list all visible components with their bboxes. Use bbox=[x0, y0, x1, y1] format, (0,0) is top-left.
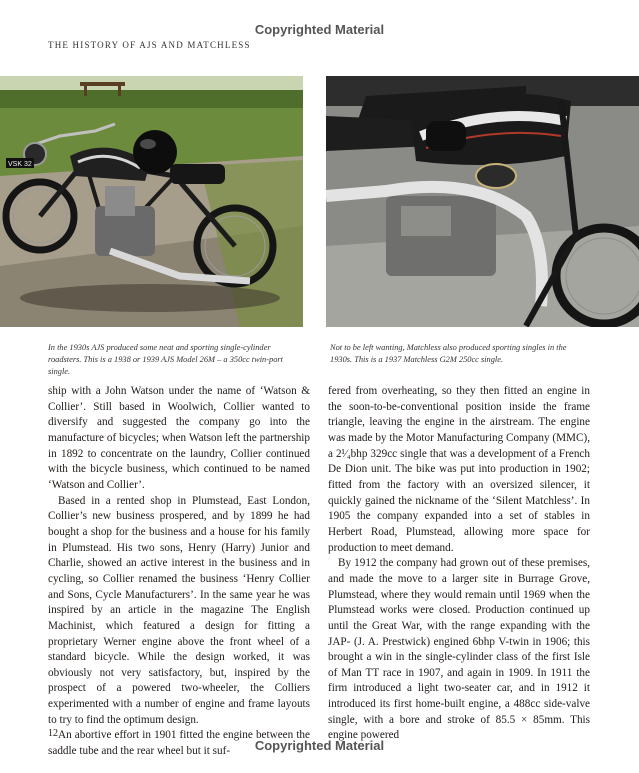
number-plate-text: VSK 32 bbox=[8, 161, 32, 168]
paragraph: fered from overheating, so they then fitted an engine in the soon-to-be-conventional position inside the frame triangle, leaving the engine in the airstream. The engine was made by the Motor Manufacturing Company (MMC), a 2¹⁄₄bhp 329cc single that was a development of a French De Dion unit. The bike was put into production in 1902; fitted from the factory with an oversized silencer, it quickly gained the nickname of the ‘Silent Matchless’. In 1905 the company expanded into a set of stables in Herbert Road, Plumstead, allowing more space for production to meet demand. bbox=[328, 385, 590, 554]
photo-ajs-model-26m bbox=[0, 76, 303, 327]
paragraph: ship with a John Watson under the name of ‘Watson & Collier’. Still based in Woolwich, Collier wanted to diversify and suggested the company go into the manufacture of bicycles; when Watson left the partnership in 1892 to concentrate on the laundry, Collier continued with the bicycle business, which continued to be named ‘Watson and Collier’. bbox=[48, 385, 310, 491]
copyright-notice-top: Copyrighted Material bbox=[254, 22, 385, 37]
body-column-left bbox=[48, 384, 310, 760]
photo-matchless-g2m bbox=[326, 76, 639, 327]
figure-caption-left: In the 1930s AJS produced some neat and sporting single-cylinder roadsters. This is a 1938 or 1939 AJS Model 26M – a 350cc twin-port single. bbox=[48, 343, 283, 376]
paragraph: By 1912 the company had grown out of these premises, and made the move to a larger site in Burrage Grove, Plumstead, where they would remain until 1969 when the Plumstead works were closed. Production continued up until the Great War, with the range expanding with the JAP- (J. A. Prestwick) engined 6bhp V-twin in 1906; this brought a win in the single-cylinder class of the first Isle of Man TT race in 1907, and again in 1909. In 1911 the firm introduced a light two-seater car, and in 1912 it introduced its first home-built engine, a 488cc side-valve single, with a bore and stroke of 85.5 × 85mm. This engine powered bbox=[328, 557, 590, 742]
running-head: THE HISTORY OF AJS AND MATCHLESS bbox=[48, 40, 251, 50]
paragraph: Based in a rented shop in Plumstead, East London, Collier’s new business prospered, and by 1899 he had bought a shop for the business and a house for his family in Plumstead. His two sons, Henry (Harry) Junior and Charlie, showed an active interest in the business and in cycling, so Collier renamed the business ‘Henry Collier and Sons, Cycle Manufacturers’. In the same year he was inspired by an article in the magazine The English Machinist, which featured a design for fitting a proprietary Werner engine above the front wheel of a standard bicycle. While the design worked, it was obviously not very satisfactory, but, inspired by the prospect of a powered two-wheeler, the Colliers experimented with a number of engine and frame layouts to try to find the optimum design. bbox=[48, 494, 310, 726]
copyright-notice-bottom: Copyrighted Material bbox=[254, 738, 385, 753]
page-number: 12 bbox=[48, 728, 58, 739]
figure-caption-right: Not to be left wanting, Matchless also produced sporting singles in the 1930s. This is a 1937 Matchless G2M 250cc single. bbox=[330, 343, 567, 364]
paragraph: An abortive effort in 1901 fitted the engine between the saddle tube and the rear wheel but it suf- bbox=[48, 729, 310, 758]
body-column-right bbox=[328, 384, 590, 744]
